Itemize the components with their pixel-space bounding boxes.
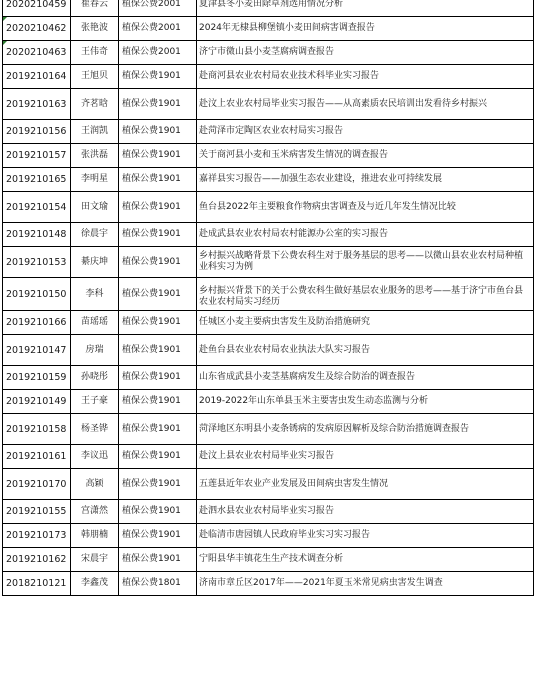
class-cell: 植保公费1901: [119, 524, 197, 548]
table-row: [3, 366, 534, 390]
student-id-cell: 2019210159: [3, 366, 71, 390]
student-name-cell: 田文瑜: [71, 192, 119, 223]
report-title-cell: 赴鱼台县农业农村局农业执法大队实习报告: [197, 335, 534, 366]
report-title-cell: 宁阳县华丰镇花生生产技术调查分析: [197, 548, 534, 572]
table-row: [3, 524, 534, 548]
table-row: [3, 247, 534, 278]
table-row: [3, 168, 534, 192]
table-row: [3, 89, 534, 120]
class-cell: 植保公费1901: [119, 247, 197, 278]
student-id-cell: 2019210170: [3, 469, 71, 500]
student-name-cell: 李明星: [71, 168, 119, 192]
student-id-cell: 2019210165: [3, 168, 71, 192]
student-id-cell: 2020210463: [3, 41, 71, 65]
class-cell: 植保公费2001: [119, 17, 197, 41]
student-name-cell: 李科: [71, 278, 119, 311]
student-report-table: [2, 0, 534, 596]
student-name-cell: 宋晨宇: [71, 548, 119, 572]
class-cell: 植保公费1801: [119, 572, 197, 596]
table-row: [3, 548, 534, 572]
report-title-cell: 夏津县冬小麦田除草剂选用情况分析: [197, 0, 534, 17]
student-id-cell: 2019210149: [3, 390, 71, 414]
class-cell: 植保公费2001: [119, 0, 197, 17]
report-title-cell: 济宁市微山县小麦茎腐病调查报告: [197, 41, 534, 65]
report-title-cell: 赴汶上农业农村局毕业实习报告——从高素质农民培训出发看待乡村振兴: [197, 89, 534, 120]
report-title-cell: 乡村振兴背景下的关于公费农科生做好基层农业服务的思考——基于济宁市鱼台县农业农村局实习经历: [197, 278, 534, 311]
report-title-cell: 乡村振兴战略背景下公费农科生对于服务基层的思考——以微山县农业农村局种植业科实习为例: [197, 247, 534, 278]
cell-comment-marker: [3, 17, 7, 21]
student-id-cell: 2019210157: [3, 144, 71, 168]
student-id-cell: 2019210147: [3, 335, 71, 366]
table-row: [3, 120, 534, 144]
student-name-cell: 宫潇然: [71, 500, 119, 524]
class-cell: 植保公费1901: [119, 469, 197, 500]
report-title-cell: 2024年无棣县柳堡镇小麦田间病害调查报告: [197, 17, 534, 41]
class-cell: 植保公费1901: [119, 445, 197, 469]
student-id-cell: 2019210162: [3, 548, 71, 572]
table-row: [3, 414, 534, 445]
report-title-cell: 赴商河县农业农村局农业技术科毕业实习报告: [197, 65, 534, 89]
student-id-cell: 2019210156: [3, 120, 71, 144]
table-row: [3, 445, 534, 469]
class-cell: 植保公费1901: [119, 390, 197, 414]
report-title-cell: 关于商河县小麦和玉米病害发生情况的调查报告: [197, 144, 534, 168]
student-name-cell: 李鑫茂: [71, 572, 119, 596]
table-row: [3, 500, 534, 524]
report-title-cell: 赴成武县农业农村局农村能源办公室的实习报告: [197, 223, 534, 247]
report-title-cell: 任城区小麦主要病虫害发生及防治措施研究: [197, 311, 534, 335]
student-name-cell: 王旭贝: [71, 65, 119, 89]
student-id-cell: 2019210164: [3, 65, 71, 89]
table-row: [3, 192, 534, 223]
student-name-cell: 张洪磊: [71, 144, 119, 168]
class-cell: 植保公费2001: [119, 41, 197, 65]
class-cell: 植保公费1901: [119, 223, 197, 247]
table-row: [3, 311, 534, 335]
student-name-cell: 张艳波: [71, 17, 119, 41]
student-name-cell: 齐茗晗: [71, 89, 119, 120]
student-name-cell: 綦庆坤: [71, 247, 119, 278]
student-name-cell: 韩朋楠: [71, 524, 119, 548]
student-id-cell: 2019210148: [3, 223, 71, 247]
class-cell: 植保公费1901: [119, 500, 197, 524]
report-title-cell: 鱼台县2022年主要粮食作物病虫害调查及与近几年发生情况比较: [197, 192, 534, 223]
student-name-cell: 王伟奇: [71, 41, 119, 65]
student-name-cell: 王子豪: [71, 390, 119, 414]
student-id-cell: 2019210154: [3, 192, 71, 223]
student-id-cell: 2019210173: [3, 524, 71, 548]
report-title-cell: 赴汶上县农业农村局毕业实习报告: [197, 445, 534, 469]
report-title-cell: 菏泽地区东明县小麦条锈病的发病原因解析及综合防治措施调查报告: [197, 414, 534, 445]
table-row: [3, 65, 534, 89]
student-id-cell: 2020210459: [3, 0, 71, 17]
student-id-cell: 2019210163: [3, 89, 71, 120]
student-id-cell: 2019210150: [3, 278, 71, 311]
report-title-cell: 嘉祥县实习报告——加强生态农业建设，推进农业可持续发展: [197, 168, 534, 192]
report-title-cell: 赴临清市唐园镇人民政府毕业实习实习报告: [197, 524, 534, 548]
table-row: [3, 41, 534, 65]
report-title-cell: 赴泗水县农业农村局毕业实习报告: [197, 500, 534, 524]
class-cell: 植保公费1901: [119, 89, 197, 120]
student-name-cell: 杨圣铧: [71, 414, 119, 445]
table-row: [3, 223, 534, 247]
report-title-cell: 济南市章丘区2017年——2021年夏玉米常见病虫害发生调查: [197, 572, 534, 596]
class-cell: 植保公费1901: [119, 120, 197, 144]
class-cell: 植保公费1901: [119, 414, 197, 445]
student-name-cell: 苗瑶瑶: [71, 311, 119, 335]
report-title-cell: 2019-2022年山东单县玉米主要害虫发生动态监测与分析: [197, 390, 534, 414]
report-title-cell: 五莲县近年农业产业发展及田间病虫害发生情况: [197, 469, 534, 500]
student-id-cell: 2020210462: [3, 17, 71, 41]
cell-comment-marker: [3, 41, 7, 45]
table-row: [3, 335, 534, 366]
table-row: [3, 469, 534, 500]
report-title-cell: 山东省成武县小麦茎基腐病发生及综合防治的调查报告: [197, 366, 534, 390]
class-cell: 植保公费1901: [119, 192, 197, 223]
class-cell: 植保公费1901: [119, 65, 197, 89]
student-id-cell: 2019210161: [3, 445, 71, 469]
table-row: [3, 144, 534, 168]
student-name-cell: 李议迅: [71, 445, 119, 469]
student-id-cell: 2019210158: [3, 414, 71, 445]
table-row: [3, 278, 534, 311]
table-row: [3, 390, 534, 414]
class-cell: 植保公费1901: [119, 278, 197, 311]
table-body: [3, 0, 534, 596]
student-name-cell: 房瑞: [71, 335, 119, 366]
student-id-cell: 2018210121: [3, 572, 71, 596]
class-cell: 植保公费1901: [119, 311, 197, 335]
student-name-cell: 崔春云: [71, 0, 119, 17]
table-row: [3, 0, 534, 17]
table-row: [3, 572, 534, 596]
report-title-cell: 赴菏泽市定陶区农业农村局实习报告: [197, 120, 534, 144]
class-cell: 植保公费1901: [119, 144, 197, 168]
class-cell: 植保公费1901: [119, 168, 197, 192]
student-id-cell: 2019210166: [3, 311, 71, 335]
student-id-cell: 2019210155: [3, 500, 71, 524]
class-cell: 植保公费1901: [119, 366, 197, 390]
class-cell: 植保公费1901: [119, 548, 197, 572]
student-name-cell: 徐晨宇: [71, 223, 119, 247]
student-name-cell: 王润凯: [71, 120, 119, 144]
table-row: [3, 17, 534, 41]
student-name-cell: 孙晓彤: [71, 366, 119, 390]
student-id-cell: 2019210153: [3, 247, 71, 278]
student-name-cell: 高颖: [71, 469, 119, 500]
class-cell: 植保公费1901: [119, 335, 197, 366]
